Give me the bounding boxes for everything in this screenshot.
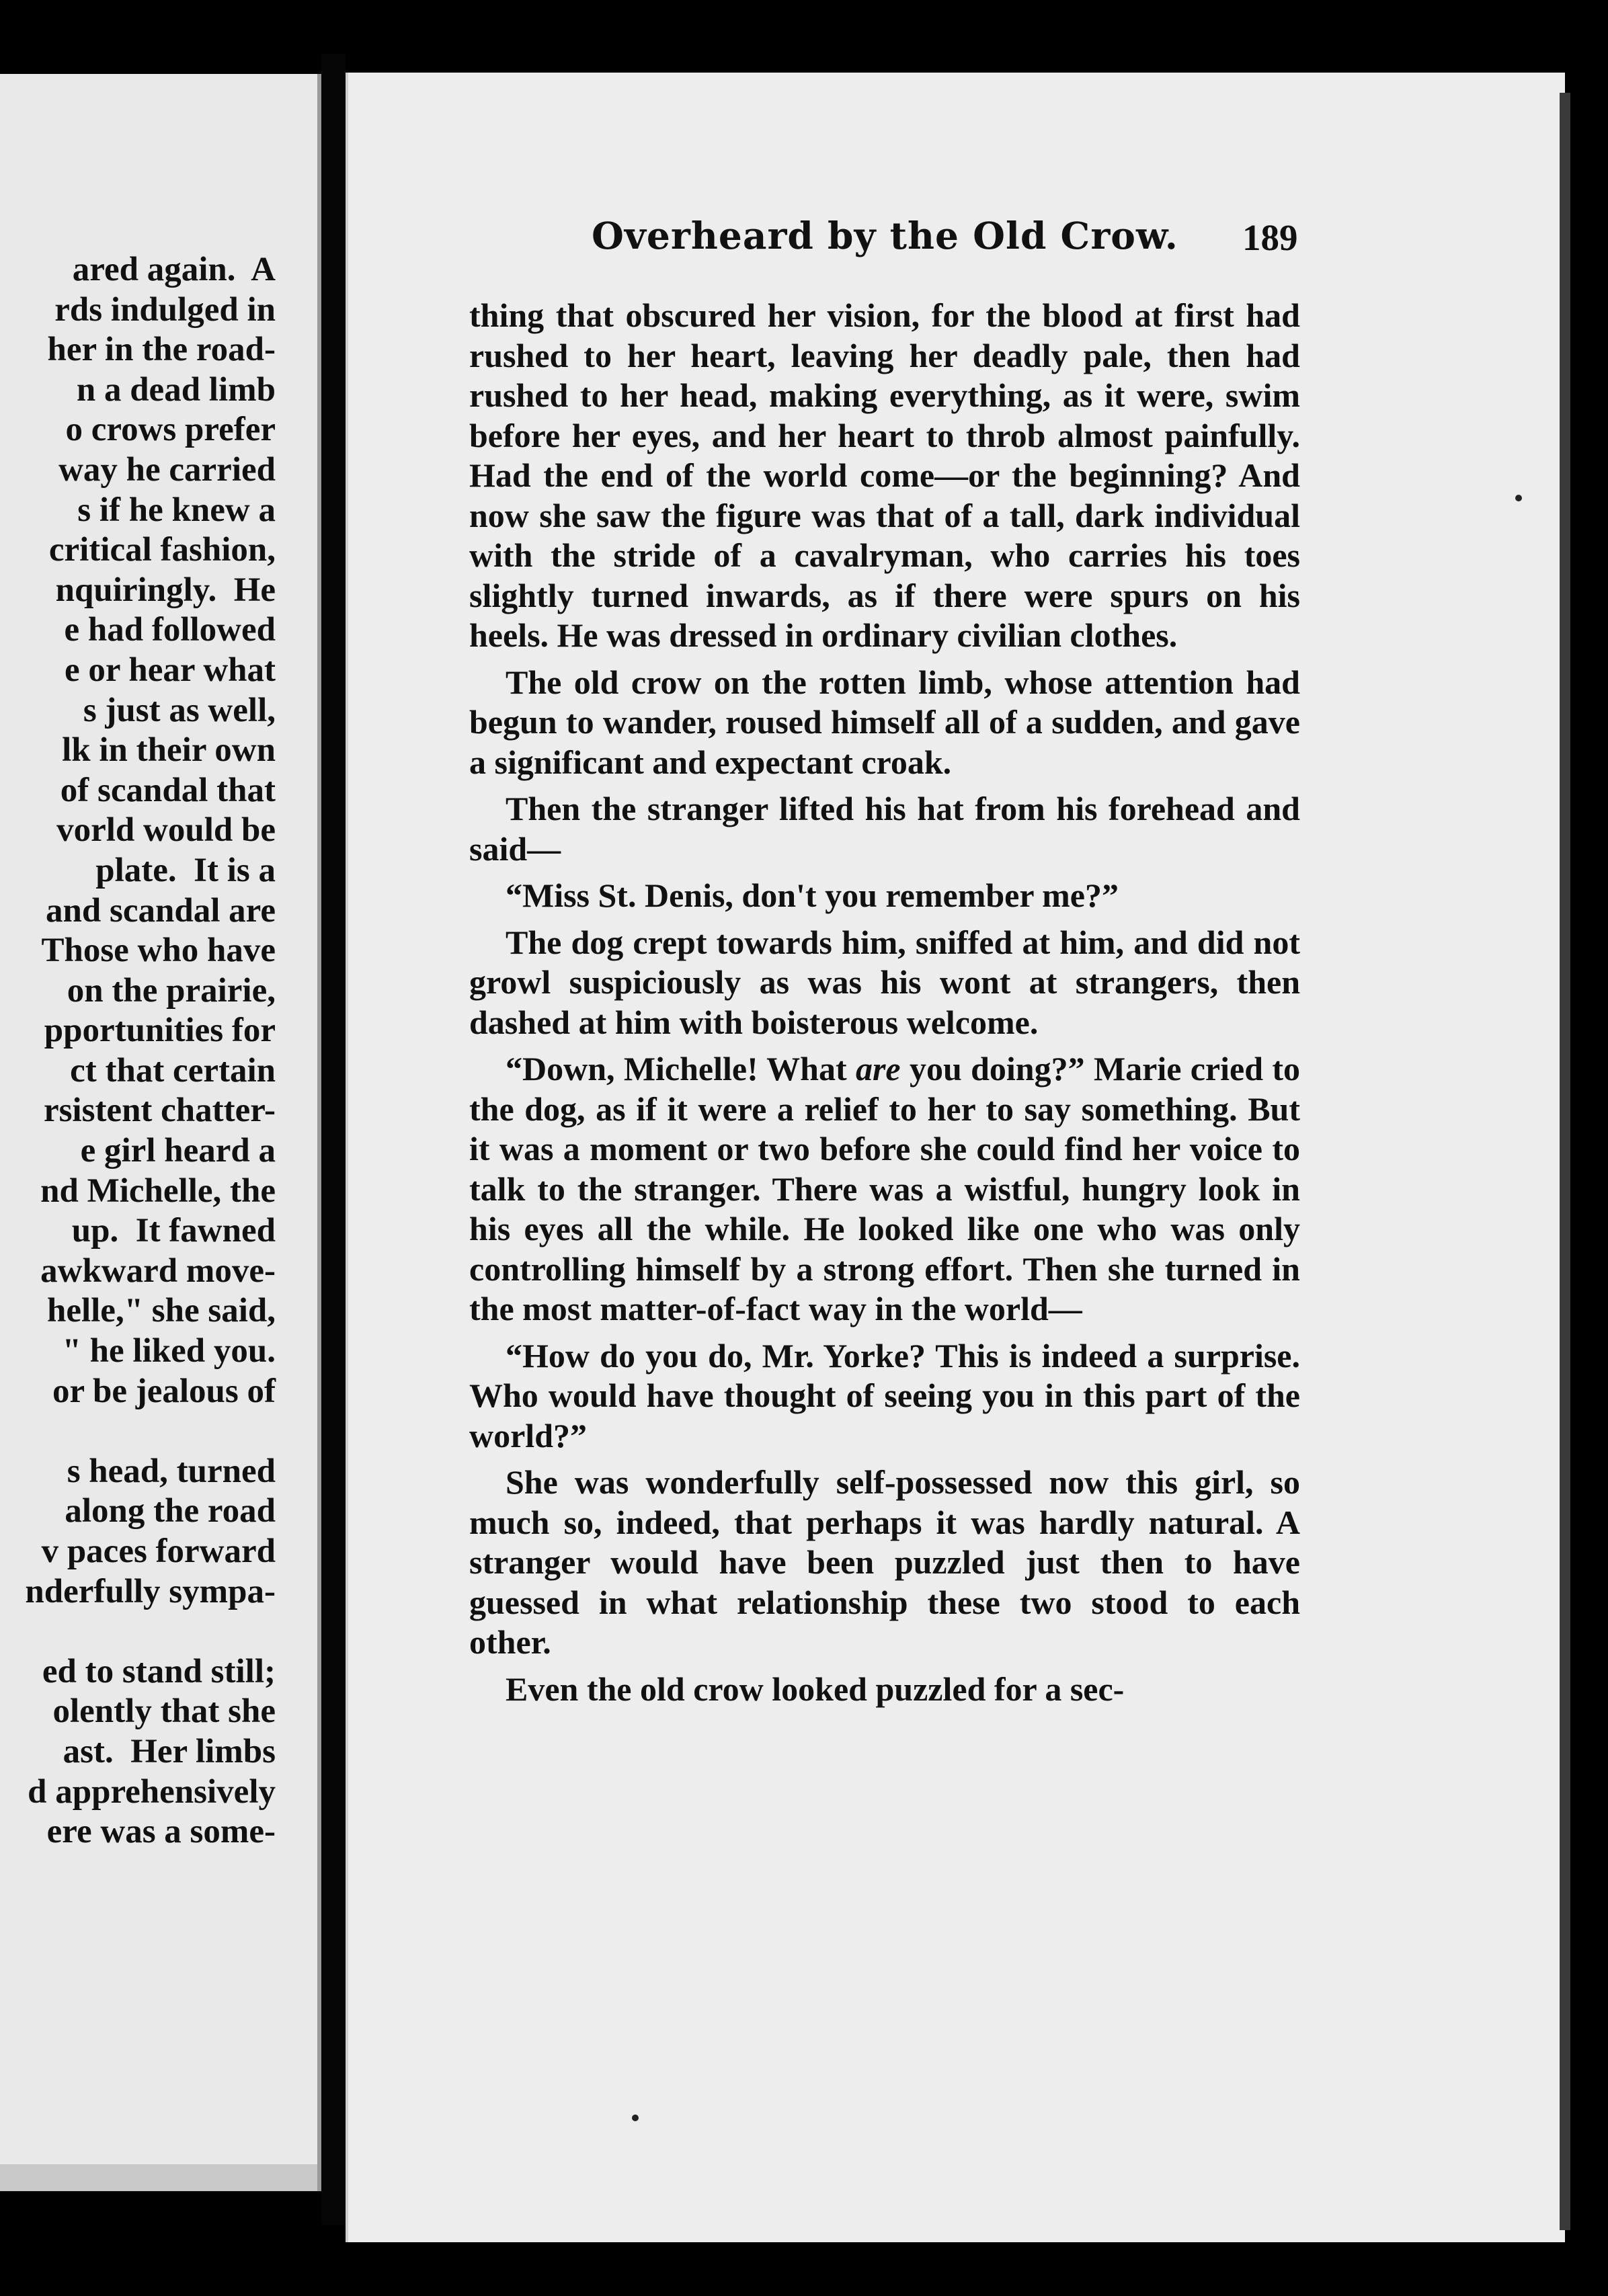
left-page-line: n a dead limb	[76, 370, 276, 409]
left-page-line: nderfully sympa-	[25, 1572, 276, 1610]
ink-speck	[1515, 495, 1522, 501]
left-page-line: critical fashion,	[48, 531, 276, 569]
left-page-line: e or hear what	[65, 651, 276, 689]
left-page	[0, 74, 321, 2191]
left-page-line: nquiringly. He	[55, 571, 276, 609]
running-head: Overheard by the Old Crow.	[592, 214, 1178, 257]
left-page-line: s if he knew a	[77, 491, 276, 529]
paragraph: “Miss St. Denis, don't you remember me?”	[506, 876, 1119, 914]
left-page-line: of scandal that	[60, 771, 276, 809]
paragraph: thing that obscured her vision, for the blood at first had rushed to her heart, leaving her deadly pale, then had rushed to her head, making everything, as it were, swim before her eyes, and her heart to throb almost painfully. Had the end of the world come—or the beginning? And now she saw the figure was that of a tall, dark individual with the stride of a cavalryman, who carries his toes slightly turned inwards, as if there were spurs on his heels. He was dressed in ordinary civilian clothes.	[469, 296, 1300, 654]
left-page-line: awkward move-	[40, 1252, 276, 1290]
left-page-line: nd Michelle, the	[40, 1172, 276, 1210]
left-page-line: rsistent chatter-	[43, 1092, 276, 1130]
paragraph: The dog crept towards him, sniffed at him, and did not growl suspiciously as was his wont at strangers, then dashed at him with boisterous welcome.	[469, 923, 1300, 1041]
left-page-line: s head, turned	[67, 1452, 276, 1490]
left-page-line: " he liked you.	[62, 1332, 276, 1370]
left-page-line: vorld would be	[56, 811, 276, 850]
left-page-line: rds indulged in	[54, 290, 276, 329]
page-number: 189	[1242, 217, 1298, 258]
ink-speck	[632, 2115, 639, 2121]
left-page-line: e girl heard a	[80, 1132, 276, 1170]
left-page-line	[0, 1612, 276, 1652]
left-page-line: or be jealous of	[52, 1372, 276, 1410]
paragraph: She was wonderfully self-possessed now this girl, so much so, indeed, that perhaps it was hardly natural. A stranger would have been puzzled just then to have guessed in what relationship these two stood to each other.	[469, 1463, 1300, 1661]
paragraph: The old crow on the rotten limb, whose attention had begun to wander, roused himself all of a sudden, and gave a significant and expectant croak.	[469, 663, 1300, 781]
left-page-line: on the prairie,	[67, 971, 276, 1010]
quote-end: you doing?”	[900, 1050, 1085, 1088]
left-page-line: helle," she said,	[46, 1292, 276, 1330]
left-page-line: her in the road-	[47, 331, 276, 369]
left-page-text	[0, 250, 276, 1852]
left-page-line: e had followed	[64, 611, 276, 649]
left-page-line: o crows prefer	[65, 411, 276, 449]
paragraph-continuation: Marie cried to the dog, as if it were a relief to her to say something. But it was a moment or two before she could find her voice to talk to the stranger. There was a wistful, hungry look in his eyes all the while. He looked like one who was only controlling himself by a strong effort. Then she turned in the most matter-of-fact way in the world—	[469, 1050, 1300, 1327]
paragraph: Then the stranger lifted his hat from his forehead and said—	[469, 790, 1300, 868]
book-gutter	[321, 54, 346, 2225]
page-edge	[1560, 93, 1570, 2230]
left-page-line: ast. Her limbs	[63, 1732, 276, 1770]
left-page-line: d apprehensively	[28, 1772, 276, 1811]
left-page-line: ared again. A	[72, 251, 276, 288]
emphasis-word: are	[855, 1050, 901, 1088]
left-page-line: s just as well,	[83, 691, 276, 729]
left-page-line: up. It fawned	[71, 1212, 276, 1250]
left-page-line: pportunities for	[44, 1012, 276, 1050]
left-page-line: ed to stand still;	[42, 1652, 276, 1690]
paragraph-down-michelle	[469, 1049, 1300, 1329]
left-page-line: olently that she	[52, 1692, 276, 1731]
left-page-line	[0, 1411, 276, 1452]
left-page-line: plate. It is a	[95, 851, 276, 889]
left-page-line: along the road	[65, 1492, 276, 1530]
left-page-line: lk in their own	[62, 731, 276, 770]
left-page-line: and scandal are	[46, 891, 276, 930]
left-page-line: Those who have	[41, 932, 276, 970]
left-page-line: way he carried	[58, 450, 276, 489]
left-page-line: ere was a some-	[46, 1813, 276, 1851]
left-page-line: ct that certain	[70, 1051, 276, 1090]
paragraph: “How do you do, Mr. Yorke? This is indeed a surprise. Who would have thought of seeing you in this part of the world?”	[469, 1336, 1300, 1454]
quote-start: “Down, Michelle! What	[506, 1050, 856, 1088]
body-text	[469, 296, 1300, 1716]
left-page-line: v paces forward	[41, 1532, 276, 1570]
paragraph: Even the old crow looked puzzled for a sec-	[506, 1670, 1125, 1708]
left-page-edge	[0, 2164, 317, 2191]
